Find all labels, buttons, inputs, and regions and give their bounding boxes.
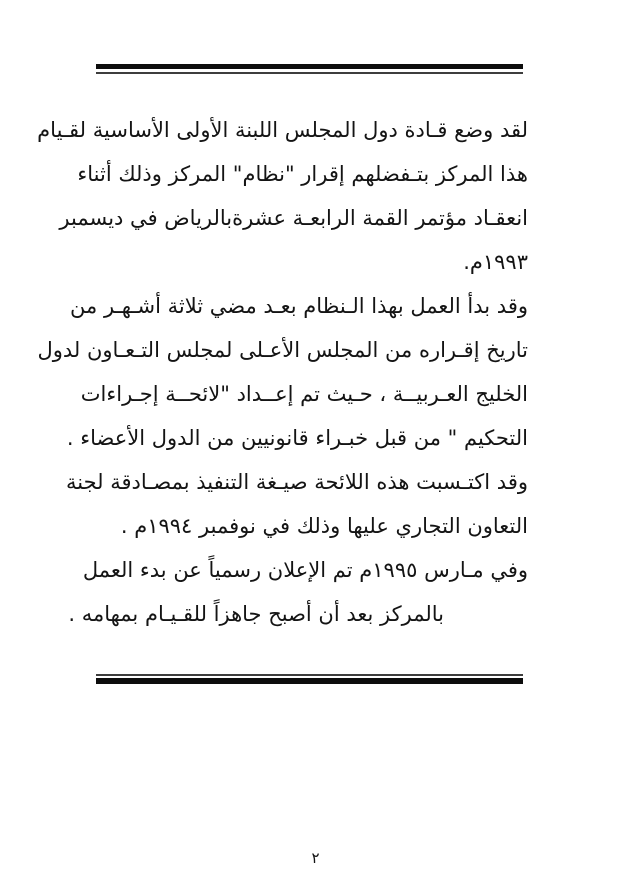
text-line: انعقـاد مؤتمر القمة الرابعـة عشرةبالرياض في ديسمبر — [59, 206, 528, 230]
bottom-rule-thin-line — [96, 674, 523, 676]
body-text-block — [37, 108, 528, 636]
text-line: تاريخ إقـراره من المجلس الأعـلى لمجلس التـعـاون لدول — [37, 338, 528, 362]
text-line-paragraph-end: التعاون التجاري عليها وذلك في نوفمبر ١٩٩٤م . — [120, 514, 528, 538]
top-rule-thin-line — [96, 72, 523, 74]
text-line: لقد وضع قـادة دول المجلس اللبنة الأولى الأساسية لقـيام — [37, 118, 528, 142]
top-double-rule — [96, 64, 523, 76]
text-line: وفي مـارس ١٩٩٥م تم الإعلان رسمياً عن بدء العمل — [82, 558, 528, 582]
top-rule-thick-line — [96, 64, 523, 69]
text-line: وقد بدأ العمل بهذا الـنظام بعـد مضي ثلاثة أشـهـر من — [70, 294, 528, 318]
text-line: هذا المركز بتـفضلهم إقرار "نظام" المركز وذلك أثناء — [77, 162, 528, 186]
text-line: الخليج العـربيــة ، حـيث تم إعــداد "لائحــة إجـراءات — [80, 382, 528, 406]
bottom-double-rule — [96, 674, 523, 686]
bottom-rule-thick-line — [96, 678, 523, 684]
text-line: التحكيم " من قبل خبـراء قانونيين من الدول الأعضاء . — [66, 426, 528, 450]
text-line-paragraph-end: ١٩٩٣م. — [463, 250, 528, 274]
page-number: ٢ — [311, 849, 320, 867]
text-line-paragraph-end: بالمركز بعد أن أصبح جاهزاً للقـيـام بمهامه . — [68, 602, 444, 626]
text-line: وقد اكتـسبت هذه اللائحة صيـغة التنفيذ بمصـادقة لجنة — [65, 470, 528, 494]
